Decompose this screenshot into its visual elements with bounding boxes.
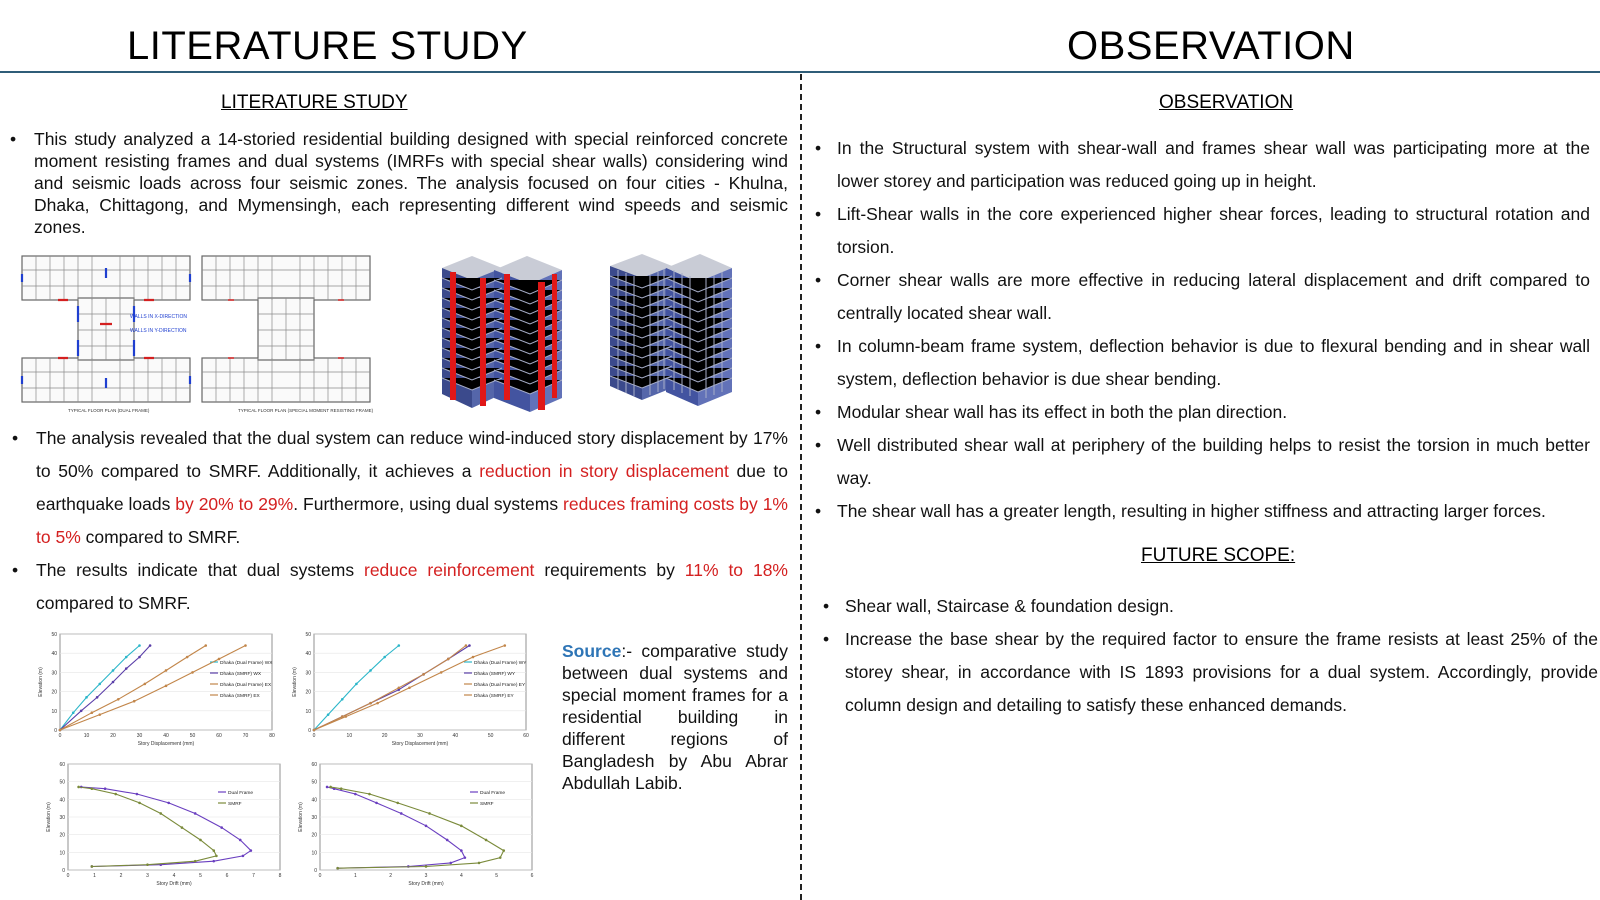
x-tick-label: 40 — [163, 733, 169, 739]
plan-note-y: WALLS IN Y-DIRECTION — [130, 328, 187, 334]
y-tick-label: 20 — [51, 689, 57, 696]
x-tick-label: 8 — [278, 873, 282, 879]
data-point — [104, 787, 107, 790]
y-tick-label: 60 — [59, 762, 65, 768]
data-point — [212, 849, 215, 852]
y-tick-label: 10 — [305, 708, 311, 715]
data-point — [204, 644, 207, 647]
header-rule — [0, 71, 1600, 73]
data-point — [313, 729, 316, 732]
data-point — [181, 826, 184, 829]
column-divider — [800, 74, 802, 900]
x-tick-label: 6 — [225, 873, 229, 879]
x-tick-label: 4 — [459, 873, 463, 879]
data-point — [369, 702, 372, 705]
data-point — [199, 839, 202, 842]
data-point — [341, 698, 344, 701]
x-tick-label: 0 — [318, 873, 322, 879]
x-tick-label: 3 — [146, 873, 149, 879]
x-axis-label: Story Displacement (mm) — [137, 741, 195, 747]
data-point — [194, 812, 197, 815]
x-tick-label: 80 — [269, 733, 275, 739]
data-point — [400, 812, 403, 815]
x-tick-label: 5 — [495, 873, 499, 879]
bullet-dot: • — [815, 435, 822, 455]
legend-label: Dual Frame — [480, 791, 506, 796]
y-axis-label: Elevation (m) — [292, 667, 298, 697]
source-text: :- comparative study between dual systems and special moment frames for a residential building in different regions of Bangladesh by Abu Abrar Abdullah Labib. — [562, 641, 788, 793]
data-point — [449, 862, 452, 865]
literature-bullet-2 — [12, 422, 788, 554]
y-tick-label: 30 — [311, 815, 317, 821]
data-point — [446, 839, 449, 842]
data-point — [239, 839, 242, 842]
y-tick-label: 0 — [62, 868, 65, 874]
data-point — [112, 681, 115, 684]
data-point — [96, 696, 99, 699]
x-tick-label: 40 — [452, 733, 459, 739]
data-point — [117, 698, 120, 701]
data-point — [146, 863, 149, 866]
literature-section-title: LITERATURE STUDY — [221, 92, 408, 113]
future-item-text: Increase the base shear by the required factor to ensure the frame resists at least 25% of the storey shear, in accordance with IS 1893 provisions for a dual system. Accordingly, provide column design and detailing to satisfy these enhanced demands. — [845, 629, 1598, 715]
y-tick-label: 40 — [305, 651, 311, 658]
data-point — [167, 802, 170, 805]
data-point — [136, 793, 139, 796]
data-point — [165, 685, 168, 688]
bullet-3-text-b: requirements by — [534, 560, 685, 580]
legend-label: Dhaka (Dual Frame) WX — [220, 661, 273, 666]
y-tick-label: 20 — [59, 832, 65, 839]
data-point — [138, 644, 141, 647]
y-axis-label: Elevation (m) — [38, 667, 44, 697]
chart-displacement-x — [36, 628, 276, 748]
data-point — [327, 713, 330, 716]
data-point — [191, 671, 194, 674]
x-tick-label: 0 — [58, 733, 62, 739]
data-point — [59, 729, 62, 732]
data-point — [165, 669, 168, 672]
legend-label: Dhaka (SMRF) WY — [474, 672, 516, 677]
literature-bullet-1 — [10, 128, 788, 238]
x-tick-label: 70 — [242, 733, 249, 739]
x-tick-label: 60 — [523, 733, 529, 739]
source-label: Source — [562, 641, 622, 661]
legend-label: Dhaka (SMRF) EX — [220, 694, 260, 699]
legend-label: Dhaka (Dual Frame) EX — [220, 683, 272, 688]
observation-item-text: In column-beam frame system, deflection behavior is due to flexural bending and in shear wall system, deflection behavior is due shear bending. — [837, 336, 1590, 389]
data-point — [499, 856, 502, 859]
bullet-2-text-b: due to earthquake loads — [36, 461, 788, 514]
data-point — [460, 849, 463, 852]
observation-item — [815, 495, 1590, 528]
x-tick-label: 20 — [381, 733, 388, 739]
data-point — [478, 862, 481, 865]
data-point — [125, 667, 128, 670]
y-tick-label: 50 — [59, 779, 65, 786]
bullet-dot: • — [815, 336, 822, 356]
x-tick-label: 10 — [346, 733, 353, 739]
bullet-3-text-c: compared to SMRF. — [36, 593, 191, 613]
observation-item-text: Corner shear walls are more effective in reducing lateral displacement and drift compared to centrally located shear wall. — [837, 270, 1590, 323]
data-point — [77, 786, 80, 789]
data-point — [425, 865, 428, 868]
legend-label: Dual Frame — [228, 791, 254, 796]
y-tick-label: 40 — [51, 651, 57, 658]
observation-item-text: Lift-Shear walls in the core experienced higher shear forces, leading to structural rotation and torsion. — [837, 204, 1590, 257]
data-point — [80, 710, 83, 713]
data-point — [186, 656, 189, 659]
observation-item — [815, 132, 1590, 198]
data-point — [396, 802, 399, 805]
x-axis-label: Story Displacement (mm) — [391, 741, 449, 747]
future-item — [823, 623, 1598, 722]
x-axis-label: Story Drift (mm) — [408, 881, 444, 887]
data-point — [144, 683, 147, 686]
data-point — [460, 825, 463, 828]
bullet-3-highlight-b: 11% to 18% — [684, 560, 788, 580]
x-tick-label: 50 — [189, 733, 196, 739]
right-header-title: OBSERVATION — [1067, 24, 1355, 68]
bullet-dot: • — [815, 204, 822, 224]
data-point — [112, 669, 115, 672]
building-3d-models — [432, 248, 762, 416]
y-tick-label: 50 — [305, 632, 311, 638]
bullet-dot: • — [10, 129, 17, 149]
data-point — [376, 702, 379, 705]
observation-item-text: Modular shear wall has its effect in both the plan direction. — [837, 402, 1288, 422]
data-point — [194, 860, 197, 863]
source-citation — [562, 640, 788, 794]
legend-label: SMRF — [228, 802, 242, 807]
data-point — [244, 644, 247, 647]
y-tick-label: 50 — [311, 779, 317, 786]
data-point — [329, 786, 332, 789]
chart-drift-y — [296, 758, 536, 888]
data-point — [220, 826, 223, 829]
future-item — [823, 590, 1598, 623]
bullet-2-highlight-c: reduces framing costs by 1% to 5% — [36, 494, 788, 547]
data-point — [425, 825, 428, 828]
y-tick-label: 10 — [311, 850, 317, 857]
data-point — [340, 787, 343, 790]
data-point — [422, 673, 425, 676]
data-point — [355, 683, 358, 686]
y-tick-label: 30 — [59, 815, 65, 821]
data-point — [125, 656, 128, 659]
data-point — [98, 683, 101, 686]
y-tick-label: 40 — [311, 797, 317, 804]
data-point — [212, 860, 215, 863]
data-point — [398, 644, 401, 647]
data-point — [440, 671, 443, 674]
data-point — [326, 786, 329, 789]
y-tick-label: 40 — [59, 797, 65, 804]
data-point — [464, 856, 467, 859]
data-point — [336, 867, 339, 870]
data-point — [472, 656, 475, 659]
observation-section-title: OBSERVATION — [1159, 92, 1294, 113]
data-point — [504, 644, 507, 647]
plan-note-x: WALLS IN X-DIRECTION — [130, 314, 188, 320]
x-tick-label: 30 — [136, 733, 143, 739]
y-tick-label: 30 — [51, 670, 57, 677]
x-tick-label: 20 — [110, 733, 116, 739]
legend-label: Dhaka (Dual Frame) EY — [474, 683, 526, 688]
x-tick-label: 1 — [353, 873, 357, 879]
data-point — [354, 793, 357, 796]
x-tick-label: 5 — [199, 873, 202, 879]
data-point — [91, 787, 94, 790]
floor-plans-figure — [18, 248, 378, 420]
y-tick-label: 0 — [308, 728, 311, 734]
y-tick-label: 30 — [305, 670, 311, 677]
bullet-dot: • — [12, 428, 19, 448]
x-tick-label: 2 — [119, 873, 123, 879]
floor-plan-dual-frame — [22, 256, 190, 413]
data-point — [149, 644, 152, 647]
data-point — [468, 644, 471, 647]
building-model-dual-frame — [442, 256, 562, 412]
plan-caption-smrf: TYPICAL FLOOR PLAN (SPECIAL MOMENT RESISTING FRAME) — [238, 408, 374, 413]
building-model-smrf — [610, 254, 732, 406]
bullet-dot: • — [823, 629, 830, 649]
bullet-dot: • — [823, 596, 830, 616]
x-tick-label: 50 — [487, 733, 494, 739]
bullet-2-highlight-a: reduction in story displacement — [479, 461, 729, 481]
data-point — [408, 686, 411, 689]
bullet-dot: • — [815, 402, 822, 422]
y-tick-label: 20 — [311, 832, 317, 839]
data-point — [215, 855, 218, 858]
y-tick-label: 0 — [54, 728, 57, 734]
observation-item — [815, 429, 1590, 495]
data-point — [138, 656, 141, 659]
data-point — [159, 812, 162, 815]
x-tick-label: 7 — [252, 873, 255, 879]
bullet-3-text-a: The results indicate that dual systems — [36, 560, 364, 580]
x-tick-label: 10 — [83, 733, 90, 739]
legend-label: SMRF — [480, 802, 494, 807]
bullet-dot: • — [815, 138, 822, 158]
observation-item-text: The shear wall has a greater length, resulting in higher stiffness and attracting larger forces. — [837, 501, 1546, 521]
y-tick-label: 50 — [51, 632, 57, 638]
x-tick-label: 0 — [66, 873, 70, 879]
data-point — [72, 711, 75, 714]
future-item-text: Shear wall, Staircase & foundation design. — [845, 596, 1174, 616]
observation-item — [815, 198, 1590, 264]
bullet-2-text-c: . Furthermore, using dual systems — [293, 494, 564, 514]
data-point — [502, 849, 505, 852]
legend-label: Dhaka (SMRF) EY — [474, 694, 514, 699]
y-axis-label: Elevation (m) — [298, 802, 304, 832]
data-point — [485, 839, 488, 842]
data-point — [138, 802, 141, 805]
y-tick-label: 10 — [59, 850, 65, 857]
x-tick-label: 0 — [312, 733, 316, 739]
x-tick-label: 4 — [172, 873, 176, 879]
observation-item — [815, 330, 1590, 396]
y-tick-label: 20 — [305, 689, 311, 696]
literature-bullet-3 — [12, 554, 788, 620]
bullet-2-text-a: The analysis revealed that the dual system can reduce wind-induced story displacement by 17% to 50% compared to SMRF. Additionally, it achieves a — [36, 428, 788, 481]
chart-displacement-y — [290, 628, 530, 748]
data-point — [341, 715, 344, 718]
x-tick-label: 2 — [389, 873, 393, 879]
data-point — [250, 849, 253, 852]
literature-bullet-1-text: This study analyzed a 14-storied residential building designed with special reinforced concrete moment resisting frames and dual systems (IMRFs with special shear walls) considering wind and seismic loads across four seismic zones. The analysis focused on four cities - Khulna, Dhaka, Chittagong, and Mymensingh, each representing different wind speeds and seismic zones. — [34, 129, 788, 237]
data-point — [398, 686, 401, 689]
chart-drift-x — [44, 758, 284, 888]
data-point — [383, 656, 386, 659]
data-point — [368, 793, 371, 796]
observation-item-text: In the Structural system with shear-wall and frames shear wall was participating more at the lower storey and participation was reduced going up in height. — [837, 138, 1590, 191]
bullet-3-highlight-a: reduce reinforcement — [364, 560, 535, 580]
y-tick-label: 0 — [314, 868, 317, 874]
bullet-dot: • — [12, 560, 19, 580]
data-point — [447, 658, 450, 661]
observation-item — [815, 264, 1590, 330]
y-tick-label: 10 — [51, 708, 57, 715]
legend-label: Dhaka (Dual Frame) WY — [474, 661, 527, 666]
data-point — [114, 793, 117, 796]
x-tick-label: 6 — [530, 873, 534, 879]
data-point — [369, 669, 372, 672]
x-tick-label: 30 — [417, 733, 423, 739]
x-axis-label: Story Drift (mm) — [156, 881, 192, 887]
data-point — [218, 658, 221, 661]
bullet-dot: • — [815, 270, 822, 290]
y-tick-label: 60 — [311, 762, 317, 768]
left-header-title: LITERATURE STUDY — [127, 24, 528, 68]
observation-item-text: Well distributed shear wall at periphery of the building helps to resist the torsion in much better way. — [837, 435, 1590, 488]
data-point — [428, 812, 431, 815]
observation-item — [815, 396, 1590, 429]
x-tick-label: 3 — [424, 873, 428, 879]
legend-label: Dhaka (SMRF) WX — [220, 672, 262, 677]
x-tick-label: 60 — [216, 733, 222, 739]
bullet-2-highlight-b: by 20% to 29% — [175, 494, 294, 514]
bullet-dot: • — [815, 501, 822, 521]
data-point — [133, 700, 136, 703]
y-axis-label: Elevation (m) — [46, 802, 52, 832]
data-point — [91, 711, 94, 714]
data-point — [242, 855, 245, 858]
data-point — [375, 802, 378, 805]
future-scope-title: FUTURE SCOPE: — [1141, 545, 1296, 566]
data-point — [91, 865, 94, 868]
floor-plan-smrf — [202, 256, 374, 413]
data-point — [85, 696, 88, 699]
data-point — [465, 644, 468, 647]
bullet-2-text-d: compared to SMRF. — [80, 527, 241, 547]
x-tick-label: 1 — [93, 873, 96, 879]
plan-caption-dual: TYPICAL FLOOR PLAN (DUAL FRAME) — [68, 408, 150, 413]
data-point — [98, 713, 101, 716]
